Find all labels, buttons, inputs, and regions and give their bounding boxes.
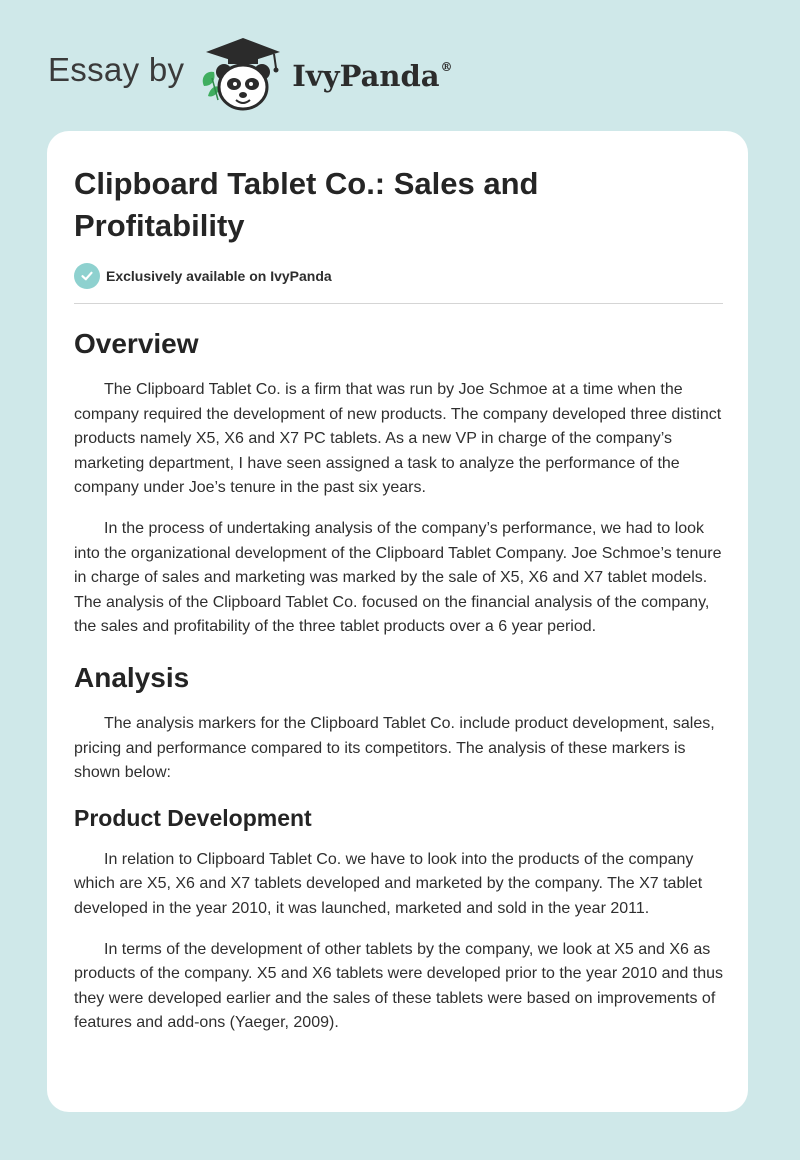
panda-logo-icon[interactable] bbox=[198, 34, 288, 114]
registered-mark: ® bbox=[440, 60, 453, 75]
essay-body bbox=[74, 324, 723, 1036]
section-heading-overview: Overview bbox=[74, 328, 199, 359]
site-header bbox=[48, 34, 453, 114]
essay-by-label: Essay by bbox=[48, 51, 185, 88]
paragraph: In the process of undertaking analysis of the company’s performance, we had to look into the organizational development of the Clipboard Tablet Company. Joe Schmoe’s tenure in charge of sales and marketing was marked by the sale of X5, X6 and X7 tablet models. The analysis of the Clipboard Tablet Co. focused on the financial analysis of the company, the sales and profitability of the three tablet products over a 6 year period. bbox=[74, 519, 722, 636]
exclusive-badge bbox=[74, 263, 332, 289]
paragraph: In relation to Clipboard Tablet Co. we have to look into the products of the company which are X5, X6 and X7 tablets developed and marketed by the company. The X7 tablet developed in the year 2010, it was launched, marketed and sold in the year 2011. bbox=[74, 850, 703, 917]
essay-card bbox=[47, 131, 748, 1112]
paragraph: The analysis markers for the Clipboard Tablet Co. include product development, sales, pricing and performance compared to its competitors. The analysis of these markers is shown below: bbox=[74, 714, 715, 782]
exclusive-badge-label: Exclusively available on IvyPanda bbox=[106, 268, 332, 284]
subsection-heading-product-development: Product Development bbox=[74, 804, 312, 831]
page-title: Clipboard Tablet Co.: Sales and Profitability bbox=[74, 166, 539, 243]
title-divider bbox=[74, 303, 723, 304]
section-heading-analysis: Analysis bbox=[74, 661, 190, 693]
paragraph: The Clipboard Tablet Co. is a firm that was run by Joe Schmoe at a time when the company required the development of new products. The company developed three distinct products namely X5, X6 and X7 PC tablets. As a new VP in charge of the company’s marketing department, I have seen assigned a task to analyze the performance of the company under Joe’s tenure in the past six years. bbox=[74, 381, 722, 497]
brand-name[interactable]: IvyPanda® bbox=[292, 59, 453, 93]
paragraph: In terms of the development of other tablets by the company, we look at X5 and X6 as products of the company. X5 and X6 tablets were developed prior to the year 2010 and thus they were developed earlier and the sales of these tablets were based on improvements of features and add-ons (Yaeger, 2009). bbox=[74, 940, 724, 1032]
check-circle-icon bbox=[74, 263, 100, 289]
